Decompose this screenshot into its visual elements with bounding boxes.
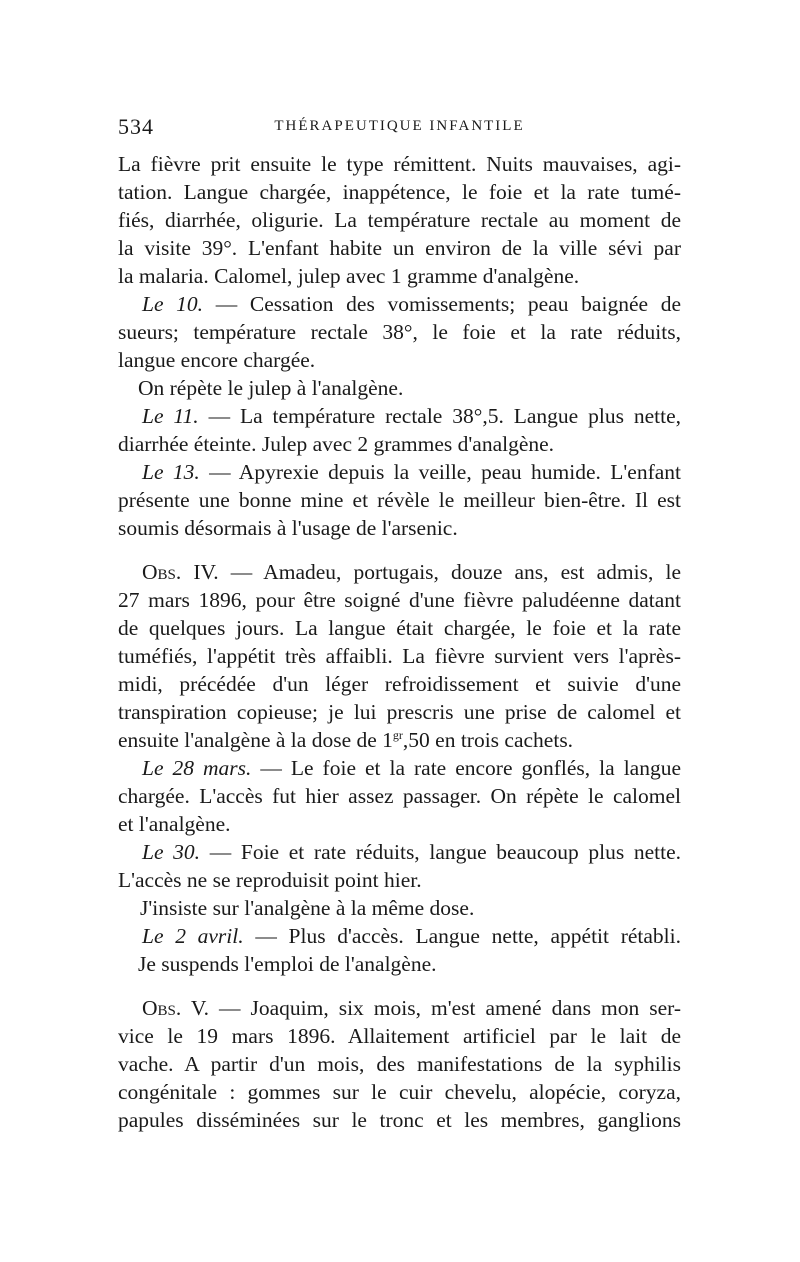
text-line: vache. A partir d'un mois, des manifestations de la syphilis: [118, 1052, 681, 1076]
text-line: [142, 994, 681, 1022]
text-line: midi, précédée d'un léger refroidissement et suivie d'une: [118, 672, 681, 696]
text-line: L'accès ne se reproduisit point hier.: [118, 868, 422, 892]
text-line: [142, 922, 681, 950]
text-line: fiés, diarrhée, oligurie. La température rectale au moment de: [118, 208, 681, 232]
unit-superscript: gr: [392, 727, 403, 742]
entry-text: — Joaquim, six mois, m'est amené dans mon ser-: [209, 996, 681, 1020]
entry-text: — Foie et rate réduits, langue beaucoup plus nette.: [200, 840, 682, 864]
text-line: La fièvre prit ensuite le type rémittent. Nuits mauvaises, agi-: [118, 152, 681, 176]
text-line: On répète le julep à l'analgène.: [138, 376, 404, 400]
text-line: la malaria. Calomel, julep avec 1 gramme d'analgène.: [118, 264, 580, 288]
text-line: diarrhée éteinte. Julep avec 2 grammes d'analgène.: [118, 432, 555, 456]
entry-date: Le 10.: [142, 292, 204, 316]
entry-date: Le 13.: [142, 460, 200, 484]
entry-date: Le 28 mars.: [142, 756, 252, 780]
text-line: langue encore chargée.: [118, 348, 316, 372]
page-number: 534: [118, 114, 154, 139]
text-line: [118, 726, 681, 754]
text-line: papules disséminées sur le tronc et les membres, ganglions: [118, 1108, 681, 1132]
text-line: soumis désormais à l'usage de l'arsenic.: [118, 516, 458, 540]
entry-text: — La température rectale 38°,5. Langue plus nette,: [198, 404, 681, 428]
text-line: [142, 838, 681, 866]
text-line: vice le 19 mars 1896. Allaitement artificiel par le lait de: [118, 1024, 681, 1048]
entry-text: — Le foie et la rate encore gonflés, la langue: [251, 756, 681, 780]
text-line: tation. Langue chargée, inappétence, le foie et la rate tumé-: [118, 180, 681, 204]
text-line: congénitale : gommes sur le cuir chevelu, alopécie, coryza,: [118, 1080, 681, 1104]
entry-text: ,50 en trois cachets.: [402, 728, 574, 752]
observation-number: Obs. IV.: [142, 560, 219, 584]
text-line: la visite 39°. L'enfant habite un environ de la ville sévi par: [118, 236, 681, 260]
text-line: de quelques jours. La langue était chargée, le foie et la rate: [118, 616, 681, 640]
text-line: chargée. L'accès fut hier assez passager. On répète le calomel: [118, 784, 681, 808]
entry-text: ensuite l'analgène à la dose de 1: [118, 728, 393, 752]
text-line: [142, 290, 681, 318]
entry-date: Le 2 avril.: [142, 924, 244, 948]
entry-text: — Apyrexie depuis la veille, peau humide. L'enfant: [199, 460, 682, 484]
text-line: [142, 754, 681, 782]
text-line: [142, 402, 681, 430]
entry-text: — Amadeu, portugais, douze ans, est admis, le: [218, 560, 681, 584]
page-header: [118, 114, 681, 144]
entry-text: — Plus d'accès. Langue nette, appétit rétabli.: [243, 924, 681, 948]
entry-date: Le 11.: [142, 404, 199, 428]
text-line: J'insiste sur l'analgène à la même dose.: [140, 896, 475, 920]
text-line: [142, 458, 681, 486]
text-line: 27 mars 1896, pour être soigné d'une fièvre paludéenne datant: [118, 588, 681, 612]
entry-date: Le 30.: [142, 840, 201, 864]
text-line: transpiration copieuse; je lui prescris une prise de calomel et: [118, 700, 681, 724]
text-line: [142, 558, 681, 586]
text-line: et l'analgène.: [118, 812, 231, 836]
entry-text: — Cessation des vomissements; peau baignée de: [203, 292, 681, 316]
text-line: Je suspends l'emploi de l'analgène.: [138, 952, 437, 976]
text-line: présente une bonne mine et révèle le meilleur bien-être. Il est: [118, 488, 681, 512]
observation-number: Obs. V.: [142, 996, 209, 1020]
text-line: tuméfiés, l'appétit très affaibli. La fièvre survient vers l'après-: [118, 644, 681, 668]
running-title: THÉRAPEUTIQUE INFANTILE: [274, 118, 525, 134]
text-line: sueurs; température rectale 38°, le foie et la rate réduits,: [118, 320, 681, 344]
